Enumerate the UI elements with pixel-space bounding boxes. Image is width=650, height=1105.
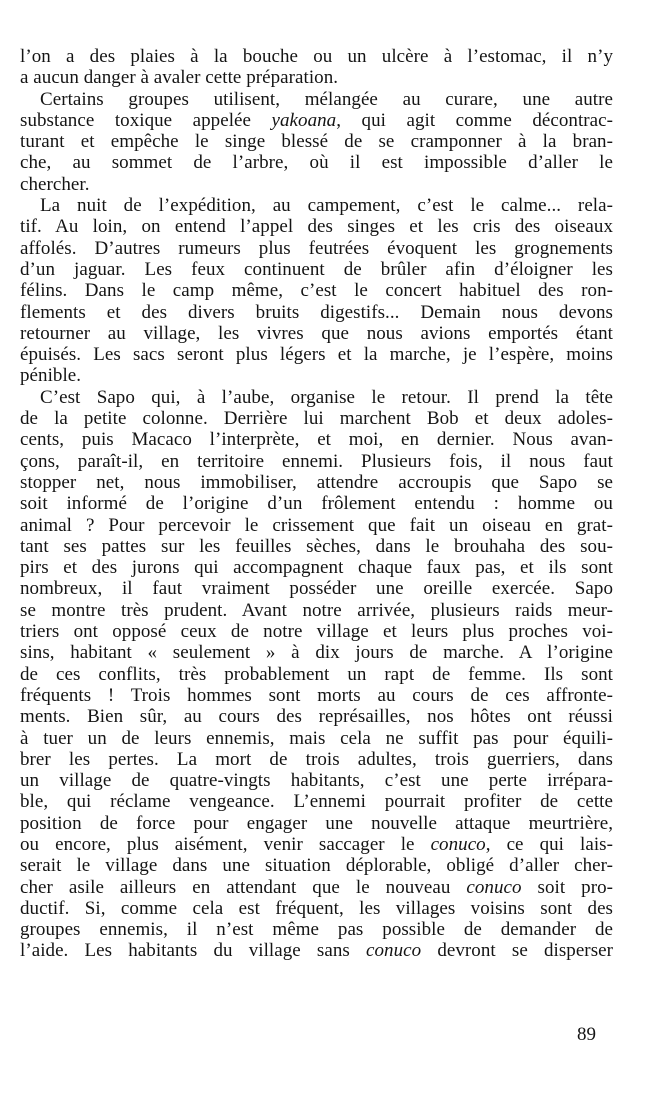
text-line xyxy=(20,770,613,791)
text-segment: de ces conflits, très probablement un rapt de femme. Ils sont xyxy=(20,663,613,685)
italic-term: conuco xyxy=(466,876,522,898)
text-segment: ments. Bien sûr, au cours des représailles, nos hôtes ont réussi xyxy=(20,706,613,728)
text-line xyxy=(20,515,613,536)
text-line xyxy=(20,621,613,642)
text-segment: substance toxique appelée xyxy=(20,109,272,131)
text-line xyxy=(20,238,613,259)
text-segment: Certains groupes utilisent, mélangée au curare, une autre xyxy=(40,88,613,110)
text-segment: tif. Au loin, on entend l’appel des singes et les cris des oiseaux xyxy=(20,216,613,238)
text-line xyxy=(20,834,613,855)
text-line xyxy=(20,131,613,152)
text-segment: affolés. D’autres rumeurs plus feutrées évoquent les grognements xyxy=(20,237,613,259)
text-segment: ou encore, plus aisément, venir saccager le xyxy=(20,833,431,855)
text-line xyxy=(20,195,613,216)
text-segment: , ce qui lais- xyxy=(485,833,613,855)
text-line xyxy=(20,216,613,237)
text-line xyxy=(20,685,613,706)
text-line xyxy=(20,472,613,493)
text-segment: à tuer un de leurs ennemis, mais cela ne suffit pas pour équili- xyxy=(20,727,613,749)
text-segment: ble, qui réclame vengeance. L’ennemi pourrait profiter de cette xyxy=(20,791,613,813)
text-segment: félins. Dans le camp même, c’est le concert habituel des ron- xyxy=(20,280,613,302)
text-line xyxy=(20,365,613,386)
text-line xyxy=(20,110,613,131)
text-line xyxy=(20,429,613,450)
text-line xyxy=(20,600,613,621)
text-segment: C’est Sapo qui, à l’aube, organise le retour. Il prend la tête xyxy=(40,386,613,408)
text-line xyxy=(20,919,613,940)
text-line xyxy=(20,174,613,195)
text-line xyxy=(20,791,613,812)
text-segment: turant et empêche le singe blessé de se cramponner à la bran- xyxy=(20,131,613,153)
text-line xyxy=(20,259,613,280)
text-segment: che, au sommet de l’arbre, où il est impossible d’aller le xyxy=(20,152,613,174)
text-segment: devront se disperser xyxy=(421,940,613,962)
text-line xyxy=(20,578,613,599)
text-segment: épuisés. Les sacs seront plus légers et la marche, je l’espère, moins xyxy=(20,344,613,366)
text-line xyxy=(20,813,613,834)
text-line xyxy=(20,493,613,514)
text-line xyxy=(20,67,613,88)
text-segment: pénible. xyxy=(20,365,82,387)
text-line xyxy=(20,557,613,578)
text-line xyxy=(20,387,613,408)
text-line xyxy=(20,89,613,110)
text-line xyxy=(20,664,613,685)
text-segment: stopper net, nous immobiliser, attendre accroupis que Sapo se xyxy=(20,471,613,493)
text-segment: serait le village dans une situation déplorable, obligé d’aller cher- xyxy=(20,855,613,877)
text-segment: chercher. xyxy=(20,173,90,195)
text-segment: soit pro- xyxy=(521,876,613,898)
text-line xyxy=(20,940,613,961)
page-number: 89 xyxy=(577,1024,596,1045)
text-segment: cher asile ailleurs en attendant que le nouveau xyxy=(20,876,467,898)
text-segment: se montre très prudent. Avant notre arrivée, plusieurs raids meur- xyxy=(20,599,613,621)
text-segment: ductif. Si, comme cela est fréquent, les villages voisins sont des xyxy=(20,897,613,919)
text-line xyxy=(20,898,613,919)
text-line xyxy=(20,408,613,429)
text-segment: tant ses pattes sur les feuilles sèches, dans le brouhaha des sou- xyxy=(20,535,613,557)
text-segment: animal ? Pour percevoir le crissement que fait un oiseau en grat- xyxy=(20,514,613,536)
text-segment: a aucun danger à avaler cette préparation. xyxy=(20,67,339,89)
text-line xyxy=(20,536,613,557)
text-segment: brer les pertes. La mort de trois adultes, trois guerriers, dans xyxy=(20,748,613,770)
text-segment: sins, habitant « seulement » à dix jours de marche. A l’origine xyxy=(20,642,613,664)
text-line xyxy=(20,344,613,365)
text-segment: position de force pour engager une nouvelle attaque meurtrière, xyxy=(20,812,613,834)
text-segment: nombreux, il faut vraiment posséder une oreille exercée. Sapo xyxy=(20,578,613,600)
text-segment: fréquents ! Trois hommes sont morts au cours de ces affronte- xyxy=(20,684,613,706)
text-segment: flements et des divers bruits digestifs... Demain nous devons xyxy=(20,301,613,323)
text-segment: un village de quatre-vingts habitants, c’est une perte irrépara- xyxy=(20,770,613,792)
text-line xyxy=(20,280,613,301)
text-segment: d’un jaguar. Les feux continuent de brûler afin d’éloigner les xyxy=(20,258,613,280)
text-line xyxy=(20,46,613,67)
text-segment: l’on a des plaies à la bouche ou un ulcère à l’estomac, il n’y xyxy=(20,46,613,67)
page-body-text xyxy=(20,46,613,962)
text-segment: çons, paraît-il, en territoire ennemi. Plusieurs fois, il nous faut xyxy=(20,450,613,472)
text-line xyxy=(20,749,613,770)
text-segment: l’aide. Les habitants du village sans xyxy=(20,940,366,962)
italic-term: conuco xyxy=(430,833,486,855)
text-line xyxy=(20,642,613,663)
text-line xyxy=(20,302,613,323)
text-line xyxy=(20,323,613,344)
italic-term: conuco xyxy=(366,940,422,962)
text-line xyxy=(20,451,613,472)
italic-term: yakoana xyxy=(271,109,337,131)
text-line xyxy=(20,152,613,173)
text-segment: groupes ennemis, il n’est même pas possible de demander de xyxy=(20,919,613,941)
text-segment: soit informé de l’origine d’un frôlement entendu : homme ou xyxy=(20,493,613,515)
text-segment: pirs et des jurons qui accompagnent chaque faux pas, et ils sont xyxy=(20,557,613,579)
text-line xyxy=(20,855,613,876)
text-segment: de la petite colonne. Derrière lui marchent Bob et deux adoles- xyxy=(20,408,613,430)
text-segment: triers ont opposé ceux de notre village et leurs plus proches voi- xyxy=(20,621,613,643)
text-segment: retourner au village, les vivres que nous avions emportés étant xyxy=(20,322,613,344)
text-line xyxy=(20,877,613,898)
text-line xyxy=(20,728,613,749)
text-line xyxy=(20,706,613,727)
text-segment: , qui agit comme décontrac- xyxy=(336,109,613,131)
text-segment: La nuit de l’expédition, au campement, c’est le calme... rela- xyxy=(40,195,613,217)
text-segment: cents, puis Macaco l’interprète, et moi, en dernier. Nous avan- xyxy=(20,429,613,451)
